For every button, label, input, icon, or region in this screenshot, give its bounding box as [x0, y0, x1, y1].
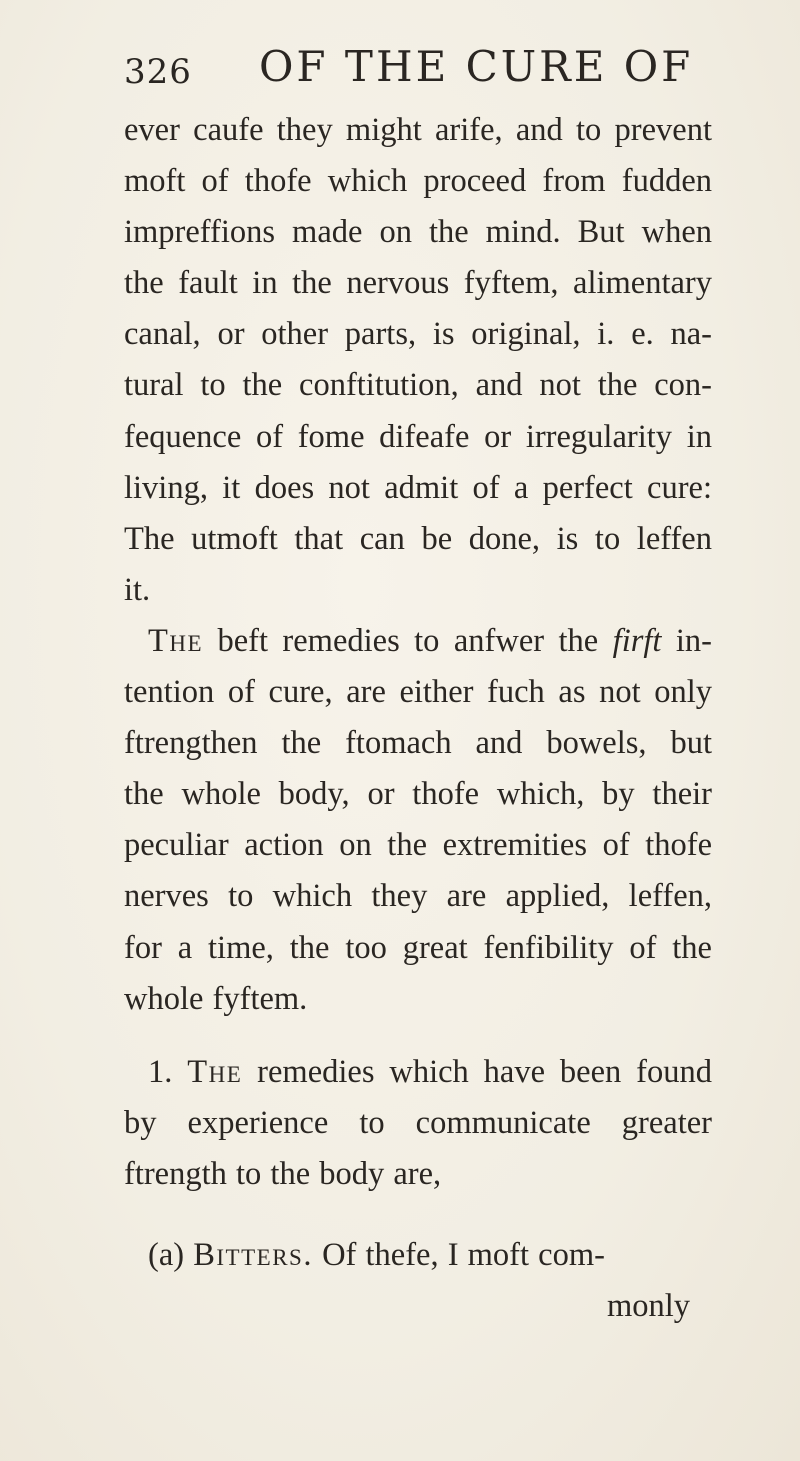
section-number: 1. [148, 1053, 173, 1090]
text-line: impreffions made on the mind. But when [124, 214, 712, 251]
text-line: tural to the conftitution, and not the con- [124, 367, 712, 404]
text-line: fequence of fome difeafe or irregularity in [124, 418, 712, 455]
text-fragment: in- [661, 622, 712, 659]
page-header [124, 42, 694, 98]
lead-word: Bitters. [193, 1236, 313, 1273]
catchword: monly [607, 1288, 691, 1325]
text-line: The utmoft that can be done, is to leffen [124, 520, 712, 557]
paragraph-gap [124, 1200, 712, 1230]
text-line: living, it does not admit of a perfect cure: [124, 469, 712, 506]
text-line: for a time, the too great fenfibility of the [124, 929, 712, 966]
lead-word: The [148, 622, 204, 659]
text-line: ftrength to the body are, [124, 1155, 442, 1192]
item-marker: (a) [148, 1236, 185, 1273]
paragraph-first-line [124, 1230, 712, 1281]
text-line: peculiar action on the extremities of thofe [124, 827, 712, 864]
text-line: it. [124, 571, 151, 608]
text-fragment: Of thefe, I moft com- [312, 1236, 605, 1273]
text-fragment: beft remedies to anfwer the [203, 622, 613, 659]
text-fragment: remedies which have been found [242, 1053, 712, 1090]
page-number: 326 [124, 52, 192, 92]
text-line: moft of thofe which proceed from fudden [124, 163, 712, 200]
paragraph-first-line [124, 1047, 712, 1098]
text-line: whole fyftem. [124, 980, 308, 1017]
italic-word: firft [612, 622, 662, 659]
text-line: ever caufe they might arife, and to prevent [124, 112, 712, 148]
text-line: the whole body, or thofe which, by their [124, 776, 712, 813]
text-line: canal, or other parts, is original, i. e. na- [124, 316, 712, 353]
text-line: ftrengthen the ftomach and bowels, but [124, 725, 712, 762]
lead-word: The [187, 1053, 243, 1090]
text-line: tention of cure, are either fuch as not only [124, 674, 712, 711]
running-head: OF THE CURE OF [259, 42, 694, 91]
paragraph-first-line [124, 616, 712, 667]
body-text [124, 105, 712, 1332]
text-line: nerves to which they are applied, leffen, [124, 878, 712, 915]
text-line: the fault in the nervous fyftem, alimentary [124, 265, 712, 302]
text-line: by experience to communicate greater [124, 1104, 712, 1141]
paragraph-gap [124, 1025, 712, 1047]
